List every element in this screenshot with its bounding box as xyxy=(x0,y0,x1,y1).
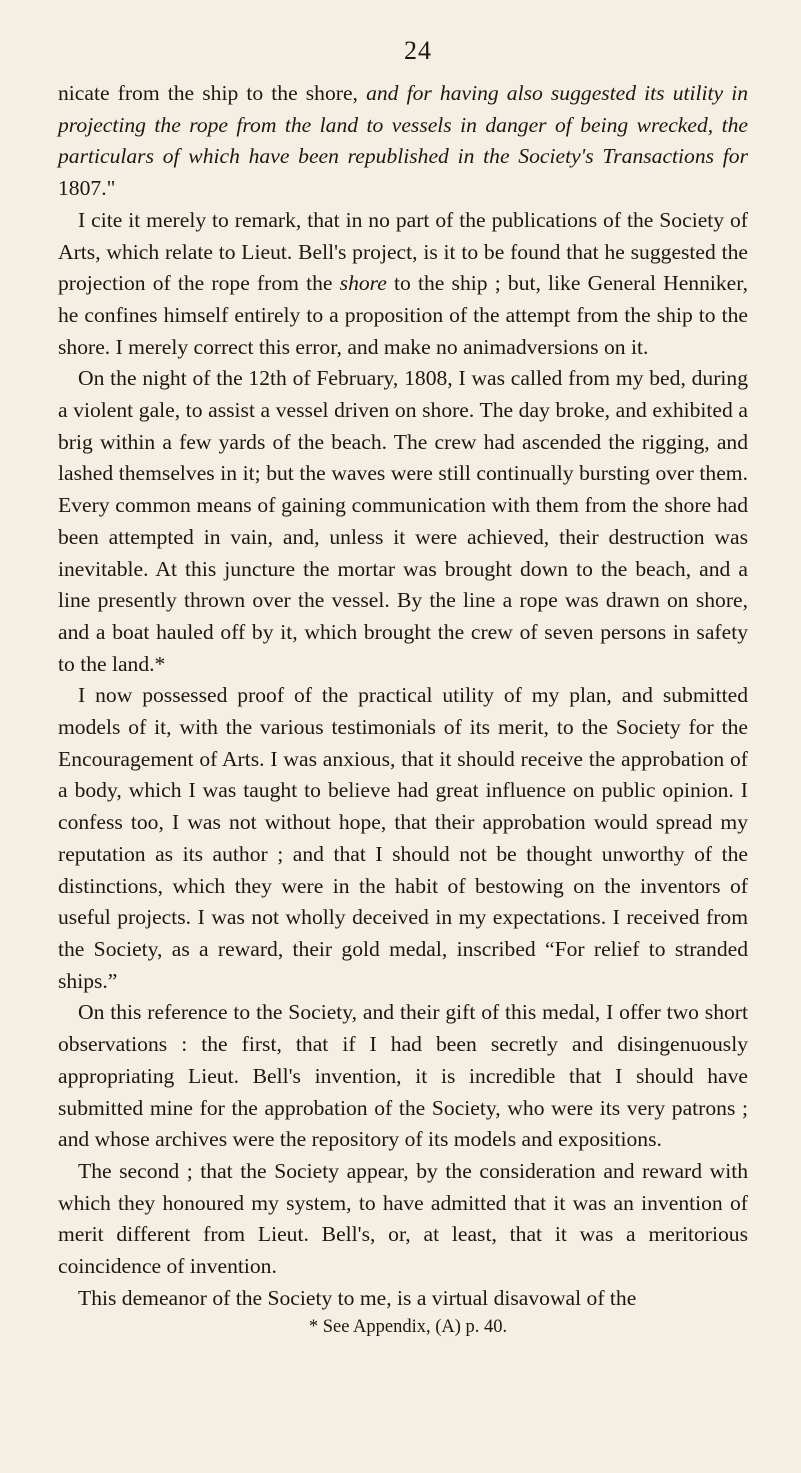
paragraph xyxy=(58,680,748,997)
text-run: nicate from the ship to the shore, xyxy=(58,81,367,105)
body-text xyxy=(58,78,748,1314)
text-run: I now possessed proof of the practical utility of my plan, and submitted models of it, with the various testimonials of its merit, to the Society for the Encouragement of Arts. I was anxious, that it should receive the approbation of a body, which I was taught to believe had great influence on public opinion. I confess too, I was not without hope, that their approbation would spread my reputation as its author ; and that I should not be thought unworthy of the distinctions, which they were in the habit of bestowing on the inventors of useful projects. I was not wholly deceived in my expectations. I received from the Society, as a reward, their gold medal, inscribed “For relief to stranded ships.” xyxy=(58,683,748,993)
paragraph xyxy=(58,1156,748,1283)
paragraph xyxy=(58,1283,748,1315)
text-run: 1807." xyxy=(58,176,116,201)
italic-text-run: shore xyxy=(339,271,387,296)
paragraph xyxy=(58,205,748,364)
text-run: The second ; that the Society appear, by the consideration and reward with which they honoured my system, to have admitted that it was an invention of merit different from Lieut. Bell's, or, at least, that it was a meritorious coincidence of invention. xyxy=(58,1158,748,1279)
paragraph xyxy=(58,363,748,680)
text-run: This demeanor of the Society to me, is a virtual disavowal of the xyxy=(78,1285,637,1310)
paragraph xyxy=(58,997,748,1156)
page-number: 24 xyxy=(404,36,432,65)
paragraph xyxy=(58,78,748,205)
book-page xyxy=(58,36,748,1436)
text-run: to the ship ; but, like General Henniker, he confines himself entirely to a proposition of the attempt from the ship to the shore. I merely correct this error, and make no animadversions on it. xyxy=(58,271,748,359)
text-run: On this reference to the Society, and their gift of this medal, I offer two short observations : the first, that if I had been secretly and disingenuously appropriating Lieut. Bell's invention, it is incredible that I should have submitted mine for the approbation of the Society, who were its very patrons ; and whose archives were the repository of its models and expositions. xyxy=(58,1000,748,1152)
italic-text-run: and for having also suggested its utility in projecting the rope from the land to vessels in danger of being wrecked, the particulars of which have been republished in the Society's Transactions for xyxy=(58,81,748,169)
footnote: * See Appendix, (A) p. 40. xyxy=(308,1317,508,1338)
text-run: On the night of the 12th of February, 1808, I was called from my bed, during a violent gale, to assist a vessel driven on shore. The day broke, and exhibited a brig within a few yards of the beach. The crew had ascended the rigging, and lashed themselves in it; but the waves were still continually bursting over them. Every common means of gaining communication with them from the shore had been attempted in vain, and, unless it were achieved, their destruction was inevitable. At this juncture the mortar was brought down to the beach, and a line presently thrown over the vessel. By the line a rope was drawn on shore, and a boat hauled off by it, which brought the crew of seven persons in safety to the land.* xyxy=(58,366,748,676)
text-run: I cite it merely to remark, that in no part of the publications of the Society of Arts, which relate to Lieut. Bell's project, is it to be found that he suggested the projection of the rope from the xyxy=(58,207,748,296)
